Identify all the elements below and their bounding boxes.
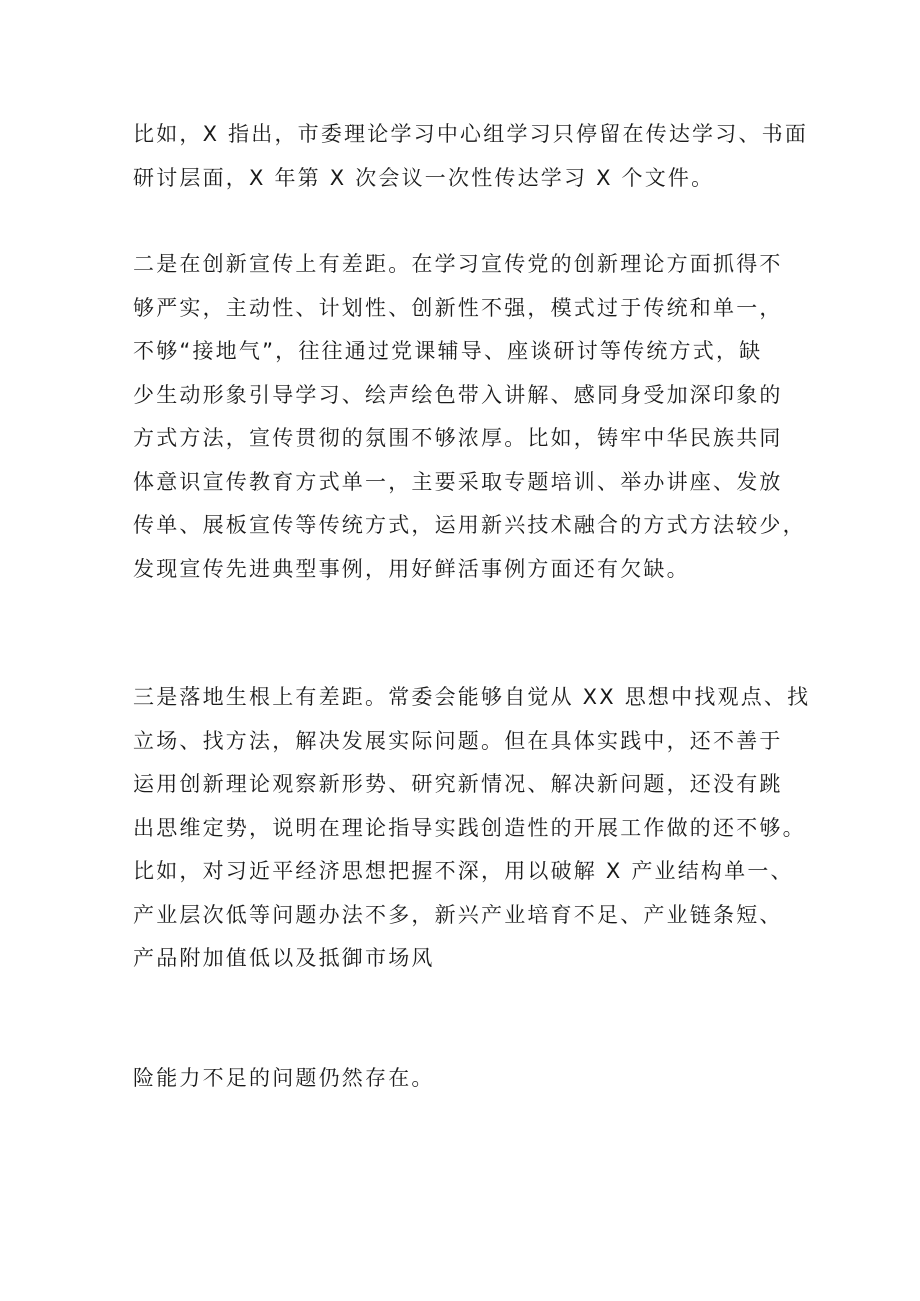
text-line: 出思维定势，说明在理论指导实践创造性的开展工作做的还不够。 [133, 815, 806, 840]
text-line: 二是在创新宣传上有差距。在学习宣传党的创新理论方面抓得不 [133, 252, 783, 276]
text-line: 够严实，主动性、计划性、创新性不强，模式过于传统和单一， [133, 295, 783, 320]
text-line: 产品附加值低以及抵御市场风 [133, 946, 435, 970]
text-line: 体意识宣传教育方式单一，主要采取专题培训、举办讲座、发放 [133, 469, 783, 494]
text-line: 比如，X 指出，市委理论学习中心组学习只停留在传达学习、书面 [133, 122, 809, 146]
text-line: 立场、找方法，解决发展实际问题。但在具体实践中，还不善于 [133, 728, 783, 753]
text-line: 三是落地生根上有差距。常委会能够自觉从 XX 思想中找观点、找 [133, 685, 811, 709]
text-line: 产业层次低等问题办法不多，新兴产业培育不足、产业链条短、 [133, 902, 783, 927]
text-line: 研讨层面，X 年第 X 次会议一次性传达学习 X 个文件。 [133, 165, 715, 190]
text-line: 传单、展板宣传等传统方式，运用新兴技术融合的方式方法较少， [133, 513, 806, 537]
text-line: 方式方法，宣传贯彻的氛围不够浓厚。比如，铸牢中华民族共同 [133, 426, 783, 450]
paragraph-implementation [133, 676, 813, 981]
paragraph-example-study [133, 113, 813, 200]
text-line: 比如，对习近平经济思想把握不深，用以破解 X 产业结构单一、 [133, 859, 794, 883]
text-line: 少生动形象引导学习、绘声绘色带入讲解、感同身受加深印象的 [133, 382, 783, 407]
text-line: 发现宣传先进典型事例，用好鲜活事例方面还有欠缺。 [133, 556, 690, 581]
paragraph-innovation-publicity [133, 243, 813, 591]
text-line: 不够“接地气”，往往通过党课辅导、座谈研讨等传统方式，缺 [133, 339, 763, 363]
text-line: 运用创新理论观察新形势、研究新情况、解决新问题，还没有跳 [133, 772, 783, 796]
paragraph-continuation [133, 1057, 813, 1101]
text-line: 险能力不足的问题仍然存在。 [133, 1066, 435, 1090]
